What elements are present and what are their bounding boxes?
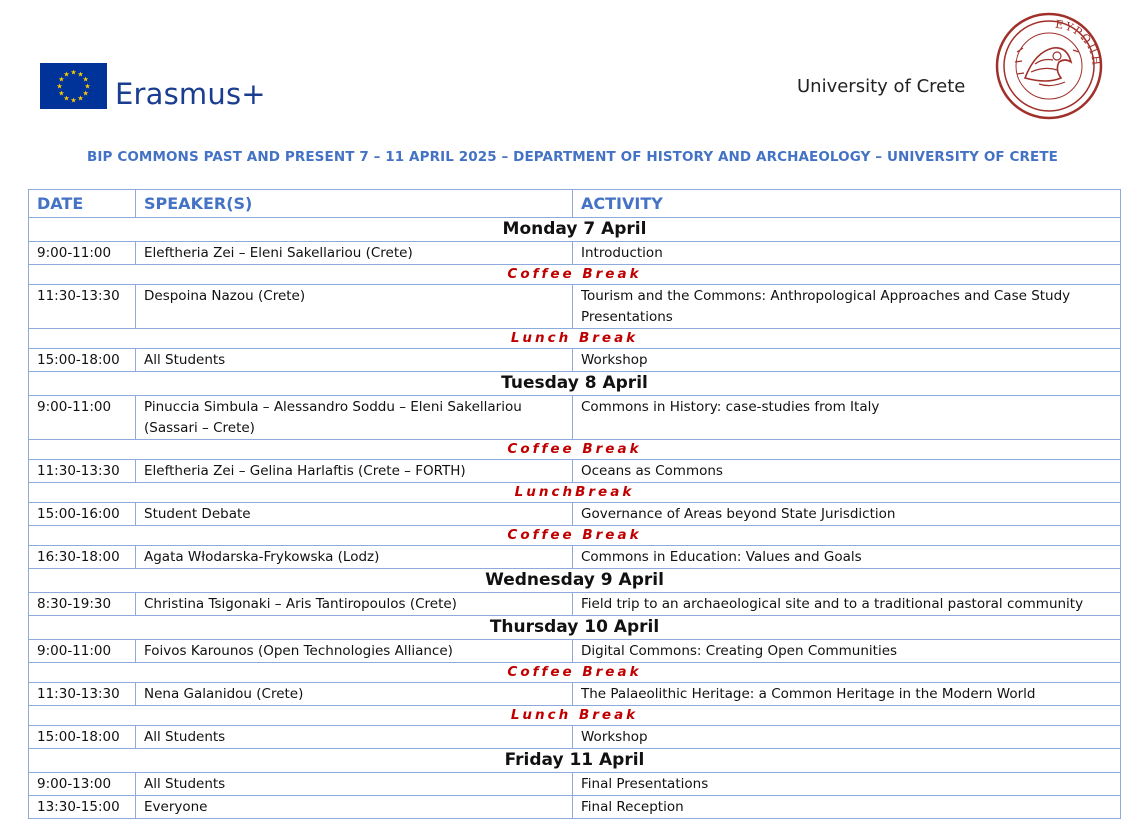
speaker-cell: Foivos Karounos (Open Technologies Alliance) [136,640,573,663]
activity-cell: Tourism and the Commons: Anthropological Approaches and Case Study Presentations [573,285,1121,329]
document-heading: BIP COMMONS PAST AND PRESENT 7 – 11 APRIL 2025 – DEPARTMENT OF HISTORY AND ARCHAEOLOGY – UNIVERSITY OF CRETE [87,149,1058,165]
speaker-cell: Christina Tsigonaki – Aris Tantiropoulos (Crete) [136,593,573,616]
table-row [29,796,1121,819]
activity-cell: Workshop [573,349,1121,372]
break-row [29,526,1121,546]
table-header-row [29,190,1121,218]
speaker-cell: Everyone [136,796,573,819]
table-row [29,726,1121,749]
speaker-cell: Eleftheria Zei – Eleni Sakellariou (Crete) [136,242,573,265]
activity-cell: Digital Commons: Creating Open Communities [573,640,1121,663]
speaker-cell: Eleftheria Zei – Gelina Harlaftis (Crete – FORTH) [136,460,573,483]
university-seal-icon [995,12,1103,120]
date-cell: 9:00-11:00 [29,396,136,440]
break-row [29,265,1121,285]
break-label: Lunch Break [29,706,1121,726]
date-cell: 15:00-18:00 [29,726,136,749]
eu-star-icon: ★ [82,75,89,84]
break-row [29,663,1121,683]
activity-cell: Oceans as Commons [573,460,1121,483]
university-name: University of Crete [797,76,966,97]
activity-cell: The Palaeolithic Heritage: a Common Heritage in the Modern World [573,683,1121,706]
speaker-cell: All Students [136,726,573,749]
activity-cell: Governance of Areas beyond State Jurisdiction [573,503,1121,526]
activity-cell: Field trip to an archaeological site and to a traditional pastoral community [573,593,1121,616]
break-row [29,329,1121,349]
activity-cell: Introduction [573,242,1121,265]
eu-star-icon: ★ [63,94,70,103]
break-label: Lunch Break [29,329,1121,349]
eu-star-icon: ★ [56,82,63,91]
column-header-activity: ACTIVITY [573,190,1121,218]
date-cell: 9:00-11:00 [29,640,136,663]
break-row [29,706,1121,726]
erasmus-plus-logo: Erasmus+ [115,77,266,111]
table-row [29,242,1121,265]
table-row [29,503,1121,526]
column-header-speakers: SPEAKER(S) [136,190,573,218]
activity-cell: Final Reception [573,796,1121,819]
date-cell: 11:30-13:30 [29,285,136,329]
break-row [29,440,1121,460]
eu-star-icon: ★ [63,70,70,79]
activity-cell: Commons in History: case-studies from Italy [573,396,1121,440]
date-cell: 15:00-18:00 [29,349,136,372]
table-row [29,593,1121,616]
break-label: LunchBreak [29,483,1121,503]
break-label: Coffee Break [29,526,1121,546]
table-row [29,396,1121,440]
speaker-cell: All Students [136,773,573,796]
day-header-row [29,749,1121,773]
day-header-row [29,372,1121,396]
schedule-body [29,218,1121,819]
eu-star-icon: ★ [70,96,77,105]
break-label: Coffee Break [29,663,1121,683]
date-cell: 8:30-19:30 [29,593,136,616]
day-header-row [29,569,1121,593]
speaker-cell: All Students [136,349,573,372]
eu-star-icon: ★ [82,89,89,98]
date-cell: 9:00-11:00 [29,242,136,265]
table-row [29,460,1121,483]
day-header-row [29,218,1121,242]
eu-star-icon: ★ [84,82,91,91]
schedule-table [28,189,1121,819]
speaker-cell: Pinuccia Simbula – Alessandro Soddu – Eleni Sakellariou (Sassari – Crete) [136,396,573,440]
eu-star-icon: ★ [58,75,65,84]
speaker-cell: Agata Włodarska-Frykowska (Lodz) [136,546,573,569]
activity-cell: Commons in Education: Values and Goals [573,546,1121,569]
date-cell: 9:00-13:00 [29,773,136,796]
date-cell: 16:30-18:00 [29,546,136,569]
column-header-date: DATE [29,190,136,218]
day-label: Thursday 10 April [29,616,1121,640]
table-row [29,349,1121,372]
table-row [29,546,1121,569]
break-label: Coffee Break [29,265,1121,285]
table-row [29,683,1121,706]
table-row [29,285,1121,329]
date-cell: 11:30-13:30 [29,460,136,483]
break-label: Coffee Break [29,440,1121,460]
date-cell: 15:00-16:00 [29,503,136,526]
eu-star-icon: ★ [70,68,77,77]
eu-star-icon: ★ [77,94,84,103]
activity-cell: Final Presentations [573,773,1121,796]
day-label: Monday 7 April [29,218,1121,242]
speaker-cell: Nena Galanidou (Crete) [136,683,573,706]
table-row [29,773,1121,796]
eu-star-icon: ★ [77,70,84,79]
day-label: Wednesday 9 April [29,569,1121,593]
activity-cell: Workshop [573,726,1121,749]
seal-text: ΕΥΡΩΠΗ [1054,17,1103,68]
day-label: Friday 11 April [29,749,1121,773]
speaker-cell: Despoina Nazou (Crete) [136,285,573,329]
table-row [29,640,1121,663]
break-row [29,483,1121,503]
speaker-cell: Student Debate [136,503,573,526]
eu-flag-icon [40,63,107,109]
day-label: Tuesday 8 April [29,372,1121,396]
date-cell: 11:30-13:30 [29,683,136,706]
date-cell: 13:30-15:00 [29,796,136,819]
day-header-row [29,616,1121,640]
eu-star-icon: ★ [58,89,65,98]
